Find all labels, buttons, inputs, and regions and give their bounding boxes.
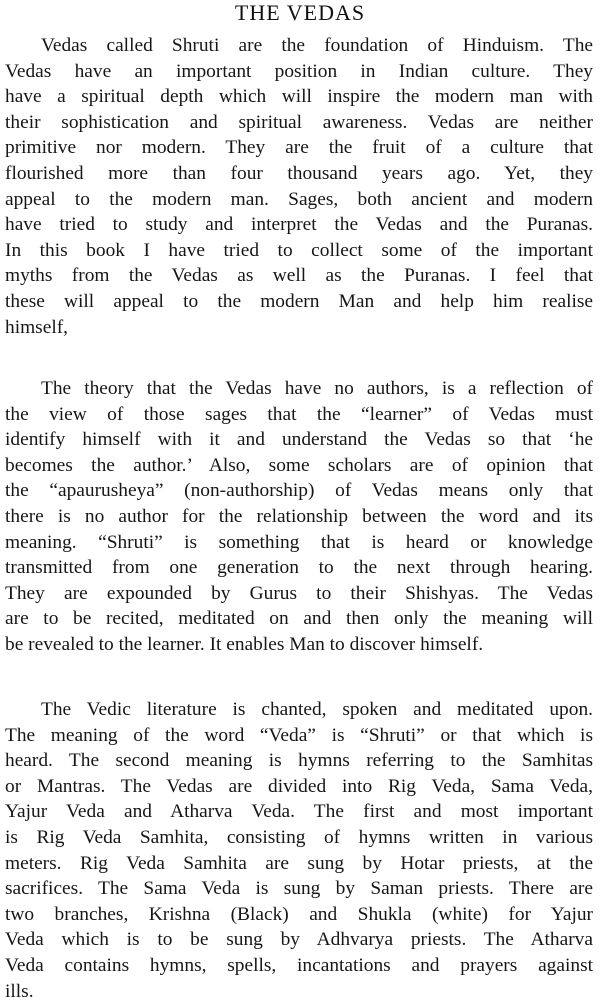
text-line: be revealed to the learner. It enables Man to discover himself. (5, 633, 484, 655)
text-line: there is no author for the relationship between the word and its (5, 505, 593, 527)
text-line: myths from the Vedas as well as the Puranas. I feel that (5, 265, 593, 287)
text-line: Vedas have an important position in Indian culture. They (5, 60, 593, 82)
text-line: identify himself with it and understand the Vedas so that ‘he (5, 429, 593, 451)
text-line: or Mantras. The Vedas are divided into Rig Veda, Sama Veda, (5, 775, 593, 797)
text-line: In this book I have tried to collect some of the important (5, 239, 593, 261)
text-line: flourished more than four thousand years ago. Yet, they (5, 162, 593, 184)
page-title: THE VEDAS (234, 0, 366, 25)
text-line: becomes the author.’ Also, some scholars are of opinion that (5, 454, 593, 476)
paragraph-1 (5, 33, 593, 340)
text-line: sacrifices. The Sama Veda is sung by Saman priests. There are (5, 878, 593, 900)
text-line: have tried to study and interpret the Vedas and the Puranas. (5, 214, 593, 236)
text-line: are to be recited, meditated on and then only the meaning will (5, 608, 593, 630)
text-line: meters. Rig Veda Samhita are sung by Hotar priests, at the (5, 852, 593, 874)
text-line: The meaning of the word “Veda” is “Shruti” or that which is (5, 724, 593, 746)
text-line: meaning. “Shruti” is something that is heard or knowledge (5, 531, 593, 553)
text-line: heard. The second meaning is hymns referring to the Samhitas (5, 750, 593, 772)
text-line: is Rig Veda Samhita, consisting of hymns written in various (5, 826, 593, 848)
text-line: ills. (5, 980, 34, 1002)
paragraph-3 (5, 697, 593, 1004)
text-line: The Vedic literature is chanted, spoken and meditated upon. (41, 699, 593, 720)
text-line: have a spiritual depth which will inspire the modern man with (5, 86, 593, 108)
text-line: Yajur Veda and Atharva Veda. The first and most important (5, 801, 593, 823)
text-line: Vedas called Shruti are the foundation of Hinduism. The (41, 35, 593, 56)
text-line: transmitted from one generation to the next through hearing. (5, 557, 593, 579)
text-line: the view of those sages that the “learner” of Vedas must (5, 403, 593, 425)
text-line: The theory that the Vedas have no authors, is a reflection of (41, 378, 593, 399)
text-line: primitive nor modern. They are the fruit of a culture that (5, 137, 593, 159)
text-line: himself, (5, 316, 69, 338)
text-line: their sophistication and spiritual awareness. Vedas are neither (5, 111, 593, 133)
paragraph-2 (5, 376, 593, 658)
text-line: Veda contains hymns, spells, incantations and prayers against (5, 954, 593, 976)
text-line: the “apaurusheya” (non-authorship) of Vedas means only that (5, 480, 593, 502)
text-line: They are expounded by Gurus to their Shishyas. The Vedas (5, 582, 593, 604)
text-line: appeal to the modern man. Sages, both ancient and modern (5, 188, 593, 210)
text-line: Veda which is to be sung by Adhvarya priests. The Atharva (5, 929, 593, 951)
text-line: two branches, Krishna (Black) and Shukla (white) for Yajur (5, 903, 593, 925)
text-line: these will appeal to the modern Man and help him realise (5, 290, 593, 312)
